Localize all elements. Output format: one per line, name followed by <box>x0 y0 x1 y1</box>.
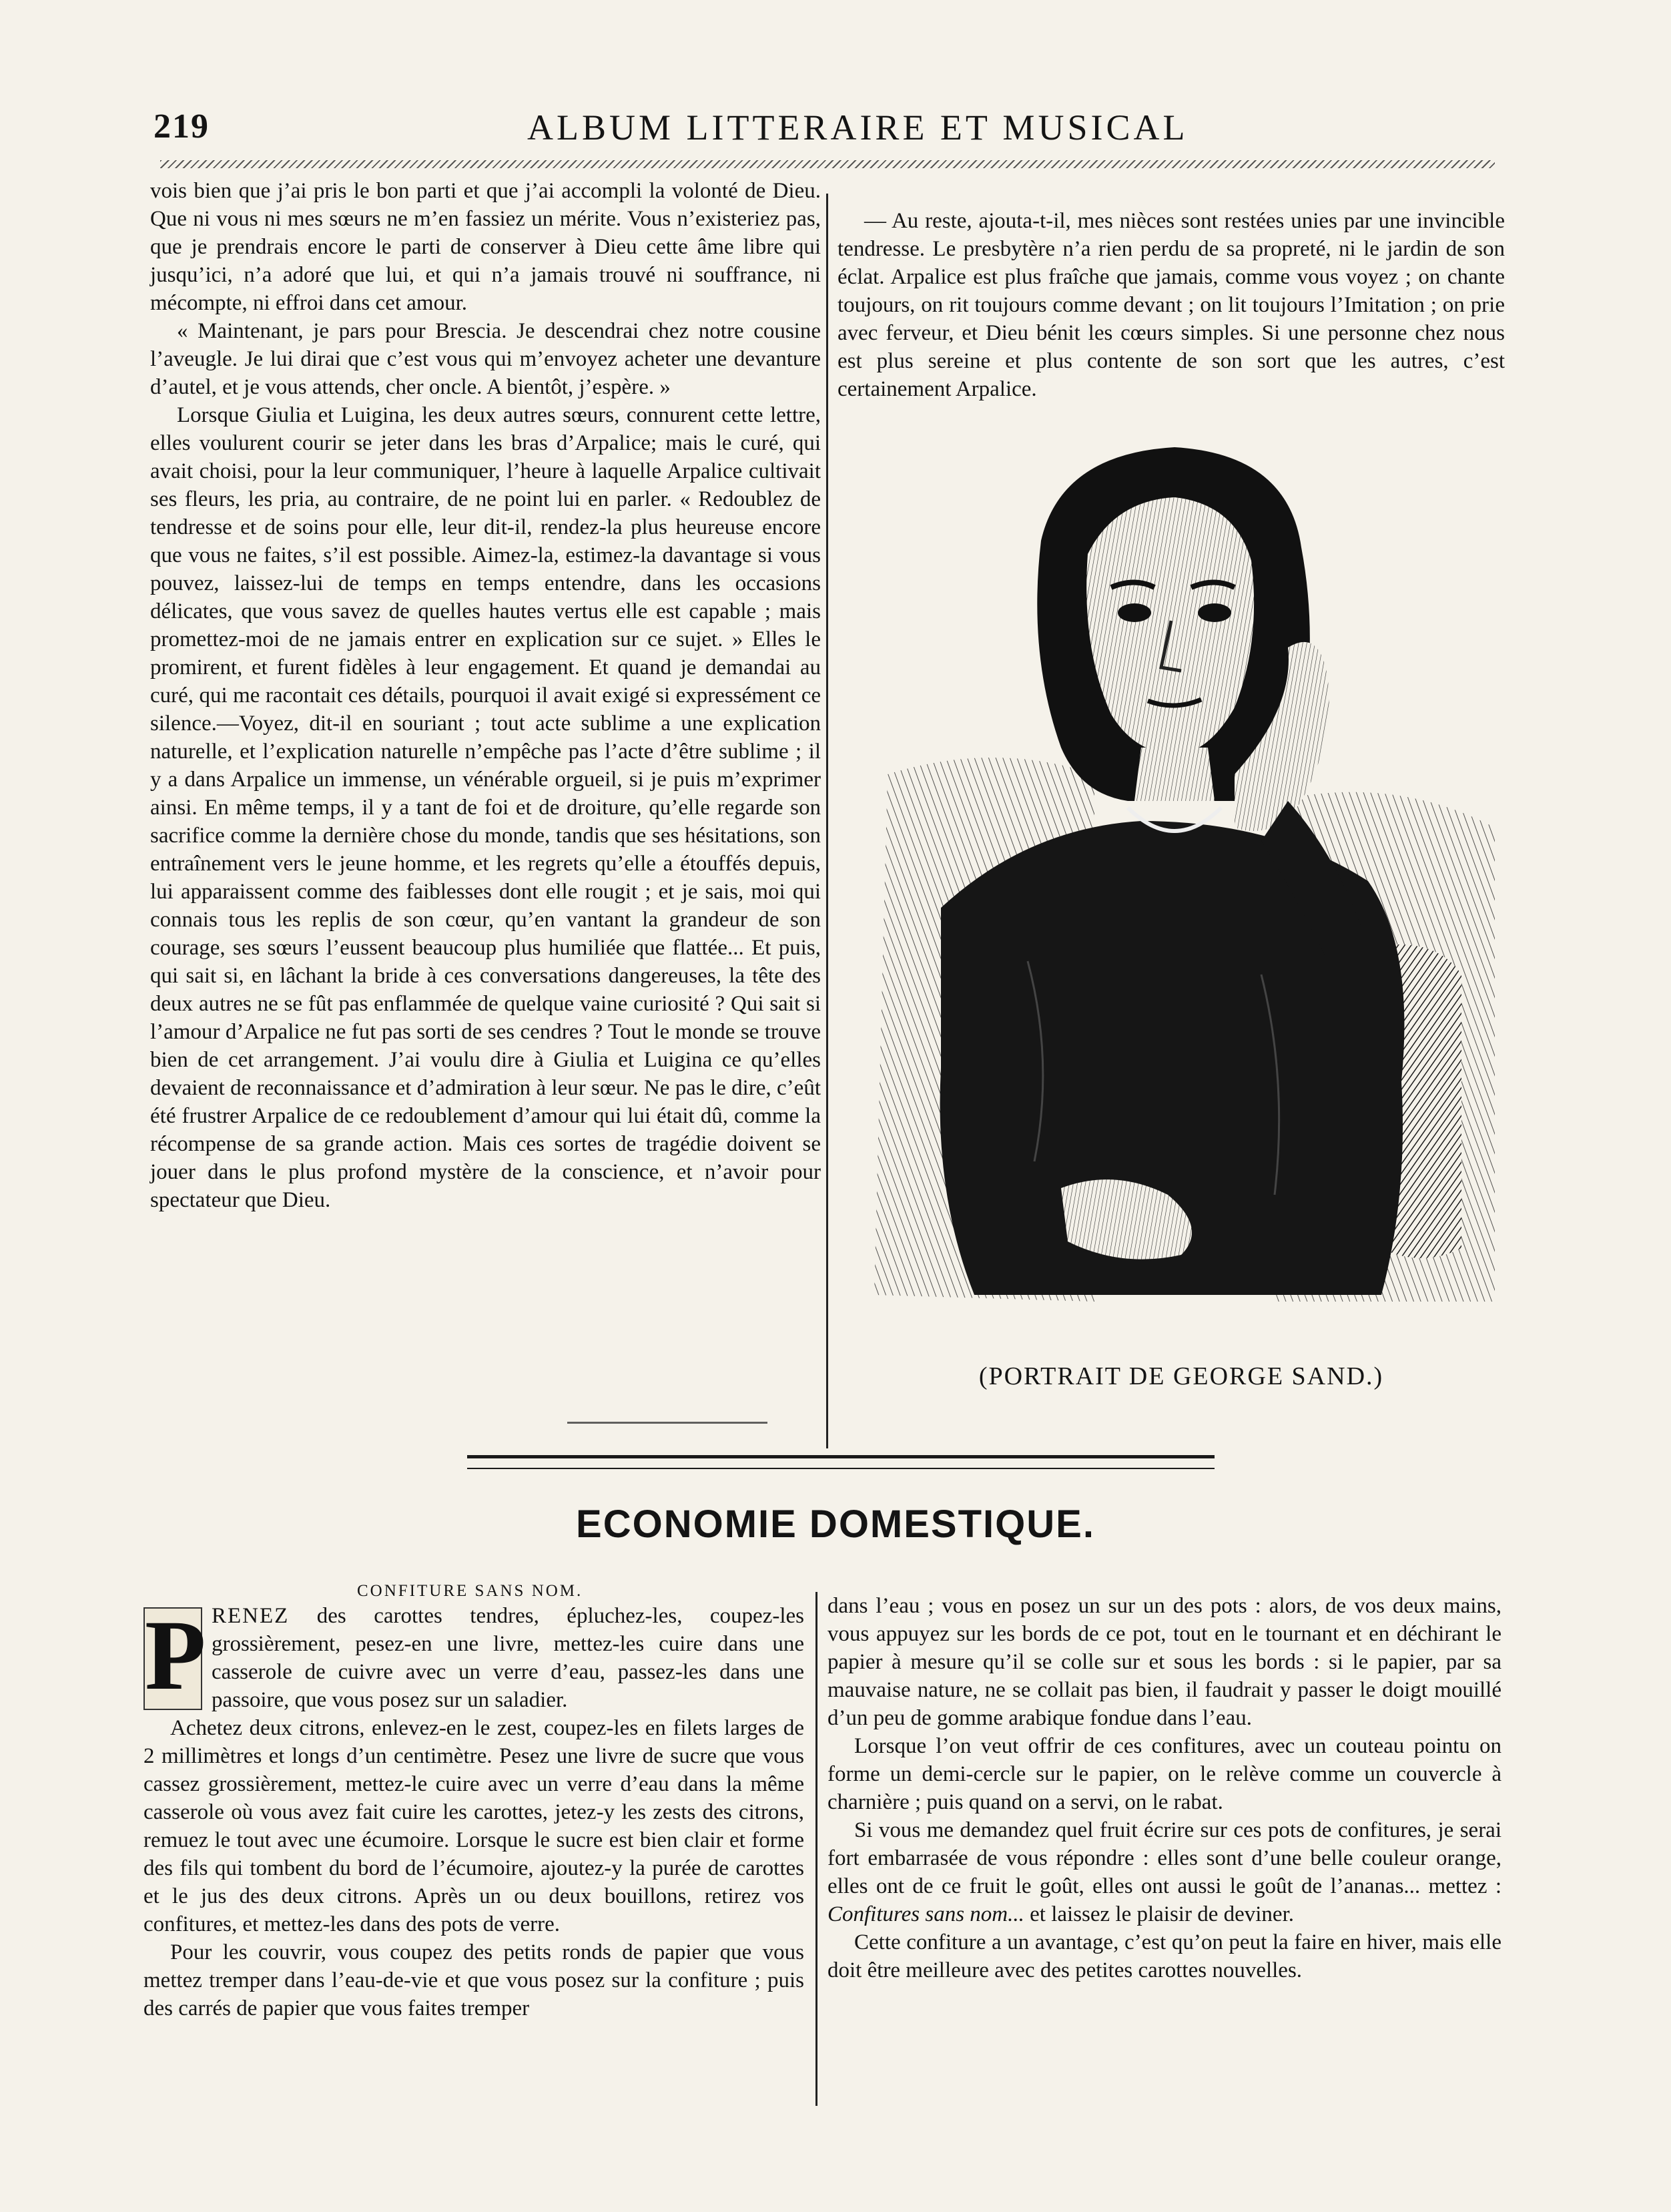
header-wavy-rule <box>160 160 1495 168</box>
paragraph: dans l’eau ; vous en posez un sur un des pots : alors, de vos deux mains, vous appuyez sur les bords de ce pot, tout en le tournant et en déchirant le papier à mesure qu’il se colle sur et sous les bords : si le papier, par sa mauvaise nature, ne se collait pas bien, il faudrait y passer le doigt mouillé d’un peu de gomme arabique fondue dans l’eau. <box>827 1594 1501 1730</box>
section-title: ECONOMIE DOMESTIQUE. <box>576 1502 1095 1546</box>
paragraph <box>827 1816 1501 1928</box>
column-divider <box>815 1592 817 2106</box>
column-divider <box>826 194 828 1448</box>
paragraph: Lorsque l’on veut offrir de ces confitures, avec un couteau pointu on forme un demi-cercle sur le papier, on le relève comme un couvercle à charnière ; puis quand on a servi, on le rabat. <box>827 1734 1501 1814</box>
article-right-column <box>838 207 1505 403</box>
recipe-right-column <box>827 1592 1501 1984</box>
paragraph: Lorsque Giulia et Luigina, les deux autres sœurs, connurent cette lettre, elles voulurent courir se jeter dans les bras d’Arpalice; mais le curé, qui avait choisi, pour la leur communiquer, l’heure à laquelle Arpalice cultivait ses fleurs, les pria, au contraire, de ne point lui en parler. « Redoublez de tendresse et de soins pour elle, leur dit-il, rendez-la plus heureuse encore que vous ne faites, s’il est possible. Aimez-la, estimez-la davantage si vous pouvez, laissez-lui de temps en temps entendre, dans les occasions délicates, que vous savez de quelles hautes vertus elle est capable ; mais promettez-moi de ne jamais entrer en explication sur ce sujet. » Elles le promirent, et furent fidèles à leur engagement. Et quand je demandai au curé, qui me racontait ces détails, pourquoi il avait exigé si expressément ce silence.—Voyez, dit-il en souriant ; tout acte sublime a une explication naturelle, et l’explication naturelle n’empêche pas l’acte d’être sublime ; il y a dans Arpalice un immense, un vénérable orgueil, si je puis m’exprimer ainsi. En même temps, il y a tant de foi et de droiture, qu’elle regarde son sacrifice comme la dernière chose du monde, tandis que ses hésitations, son entraînement vers le jeune homme, et les regrets qu’elle a étouffés depuis, lui apparaissent comme des faiblesses dont elle rougit ; et je sais, moi qui connais tous les replis de son cœur, qu’en vantant la grandeur de son courage, ses sœurs l’eussent beaucoup plus humiliée que flattée... Et puis, qui sait si, en lâchant la bride à ces conversations dangereuses, la tête des deux autres ne se fût pas enflammée de quelque vaine curiosité ? Qui sait si l’amour d’Arpalice ne fut pas sorti de ses cendres ? Tout le monde se trouve bien de cet arrangement. J’ai voulu dire à Giulia et Luigina ce qu’elles devaient de reconnaissance et d’admiration à leur sœur. Ne pas le dire, c’eût été frustrer Arpalice de ce redoublement d’amour qui lui était dû, comme la récompense de sa grande action. Mais ces sortes de tragédie doivent se jouer dans le plus profond mystère de la conscience, et n’avoir pour spectateur que Dieu. <box>150 403 821 1212</box>
first-word: RENEZ <box>212 1604 290 1628</box>
recipe-left-column <box>143 1602 804 2022</box>
portrait-engraving <box>861 427 1501 1315</box>
page-number: 219 <box>153 107 210 146</box>
paragraph-text: Si vous me demandez quel fruit écrire sur ces pots de confitures, je serai fort embarrasée de vous répondre : elles sont d’une belle couleur orange, elles ont de ce fruit le goût, elles ont aussi le goût de l’ananas... mettez : <box>827 1818 1501 1898</box>
paragraph: Achetez deux citrons, enlevez-en le zest, coupez-les en filets larges de 2 millimètres et longs d’un centimètre. Pesez une livre de sucre que vous cassez grossièrement, mettez-le cuire avec un verre d’eau dans la même casserole où vous avez fait cuire les carottes, jetez-y les zests des citrons, remuez le tout avec une écumoire. Lorsque le sucre est bien clair et forme des fils qui tombent du bord de l’écumoire, ajoutez-y la purée de carottes et le jus des deux citrons. Après un ou deux bouillons, retirez vos confitures, et mettez-les dans des pots de verre. <box>143 1716 804 1936</box>
portrait-caption: (PORTRAIT DE GEORGE SAND.) <box>978 1362 1384 1390</box>
column-end-rule <box>567 1422 767 1424</box>
paragraph <box>143 1602 804 1714</box>
italic-phrase: Confitures sans nom... <box>827 1902 1024 1926</box>
paragraph: vois bien que j’ai pris le bon parti et que j’ai accompli la volonté de Dieu. Que ni vous ni mes sœurs ne m’en fassiez un mérite. Vous n’existeriez pas, que je prendrais encore le parti de conserver à Dieu cette âme libre qui jusqu’ici, n’a adoré que lui, et qui n’a jamais trouvé ni souffrance, ni mécompte, ni effroi dans cet amour. <box>150 179 821 315</box>
paragraph: — Au reste, ajouta-t-il, mes nièces sont restées unies par une invincible tendresse. Le presbytère n’a rien perdu de sa propreté, ni le jardin de son éclat. Arpalice est plus fraîche que jamais, comme vous voyez ; on chante toujours, on rit toujours comme devant ; on lit toujours l’Imitation ; on prie avec ferveur, et Dieu bénit les cœurs simples. Si une personne chez nous est plus sereine et plus contente de son sort que les autres, c’est certainement Arpalice. <box>838 209 1505 401</box>
paragraph: « Maintenant, je pars pour Brescia. Je descendrai chez notre cousine l’aveugle. Je lui dirai que c’est vous qui m’envoyez acheter une devanture d’autel, et je vous attends, cher oncle. A bientôt, j’espère. » <box>150 319 821 399</box>
recipe-title: CONFITURE SANS NOM. <box>357 1582 583 1600</box>
article-left-column <box>150 177 821 1214</box>
paragraph-text: des carottes tendres, épluchez-les, coupez-les grossièrement, pesez-en une livre, mettez-les cuire dans une casserole de cuivre avec un verre d’eau, passez-les dans une passoire, que vous posez sur un saladier. <box>212 1604 804 1712</box>
paragraph: Pour les couvrir, vous coupez des petits ronds de papier que vous mettez tremper dans l’eau-de-vie et que vous posez sur la confiture ; puis des carrés de papier que vous faites tremper <box>143 1940 804 2020</box>
page-header <box>153 107 1501 167</box>
paragraph-text: et laissez le plaisir de deviner. <box>1024 1902 1294 1926</box>
paragraph: Cette confiture a un avantage, c’est qu’on peut la faire en hiver, mais elle doit être meilleure avec des petites carottes nouvelles. <box>827 1930 1501 1982</box>
section-rule <box>467 1455 1215 1469</box>
drop-cap: P <box>145 1600 206 1711</box>
running-title: ALBUM LITTERAIRE ET MUSICAL <box>527 107 1189 148</box>
